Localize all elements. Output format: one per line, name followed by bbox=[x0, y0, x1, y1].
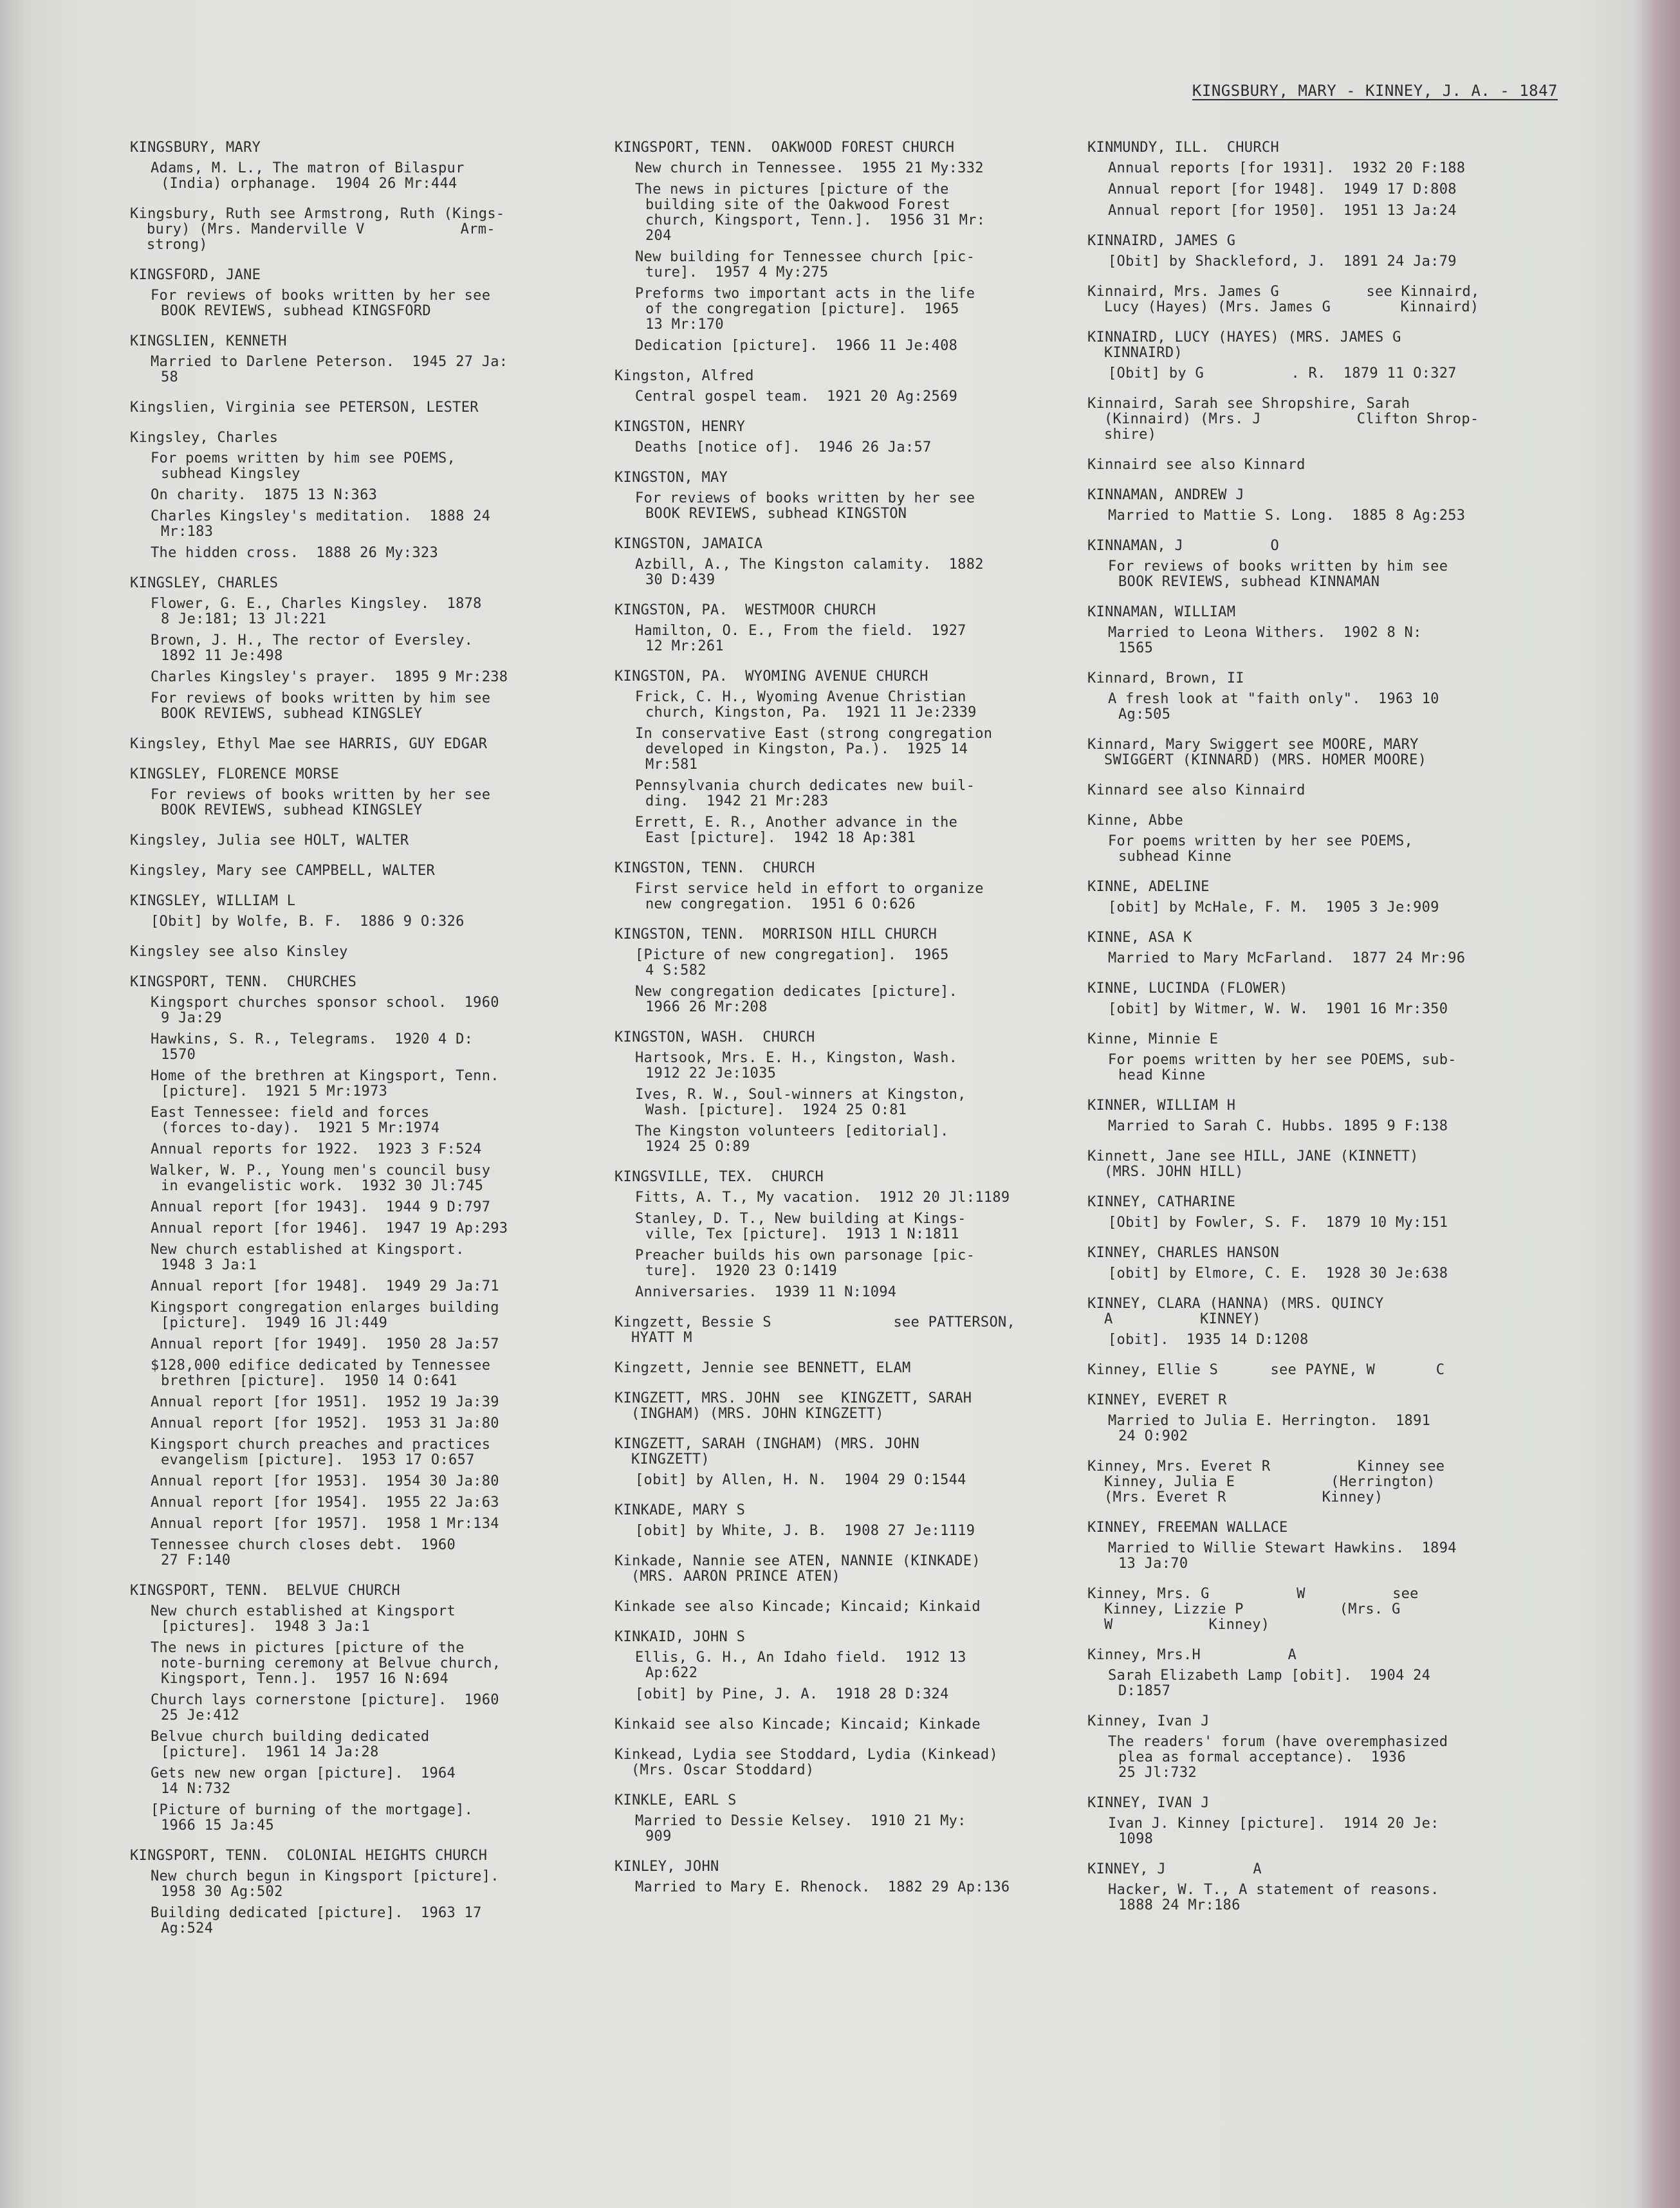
entry-citation: Preforms two important acts in the life of the congregation [picture]. 1965 13 Mr:170 bbox=[635, 286, 975, 333]
entry-citation: The Kingston volunteers [editorial]. 1924 25 O:89 bbox=[635, 1123, 949, 1155]
entry-citation: Fitts, A. T., My vacation. 1912 20 Jl:1189 bbox=[635, 1190, 1010, 1206]
index-entry bbox=[130, 207, 580, 253]
entry-citation: Tennessee church closes debt. 1960 27 F:140 bbox=[151, 1537, 456, 1569]
entry-heading: KINNAMAN, WILLIAM bbox=[1087, 604, 1236, 620]
entry-heading: KINGSFORD, JANE bbox=[130, 267, 261, 283]
index-entry bbox=[130, 430, 580, 561]
entry-citation: Home of the brethren at Kingsport, Tenn. [picture]. 1921 5 Mr:1973 bbox=[151, 1068, 499, 1099]
entry-citation: New church established at Kingsport [pictures]. 1948 3 Ja:1 bbox=[151, 1603, 456, 1635]
entry-heading: KINKADE, MARY S bbox=[614, 1502, 746, 1518]
index-entry bbox=[130, 576, 580, 722]
entry-citation: Married to Julia E. Herrington. 1891 24 O:902 bbox=[1108, 1413, 1431, 1444]
entry-heading: Kinne, Abbe bbox=[1087, 813, 1183, 829]
entry-citation: Annual report [for 1948]. 1949 17 D:808 bbox=[1108, 181, 1457, 198]
index-entry bbox=[1087, 981, 1538, 1017]
entry-heading: Kinney, Ivan J bbox=[1087, 1713, 1210, 1729]
entry-heading: KINGSTON, PA. WESTMOOR CHURCH bbox=[614, 602, 876, 618]
index-entry bbox=[1087, 1393, 1538, 1444]
entry-heading: KINGSLEY, FLORENCE MORSE bbox=[130, 766, 340, 782]
entry-citation: Ives, R. W., Soul-winners at Kingston, Wash. [picture]. 1924 25 O:81 bbox=[635, 1087, 966, 1118]
entry-heading: Kinnard, Mary Swiggert see MOORE, MARY SWIGGERT (KINNARD) (MRS. HOMER MOORE) bbox=[1087, 737, 1427, 768]
entry-citation: For reviews of books written by him see BOOK REVIEWS, subhead KINGSLEY bbox=[151, 690, 491, 722]
entry-citation: Anniversaries. 1939 11 N:1094 bbox=[635, 1284, 897, 1300]
entry-citation: Married to Mattie S. Long. 1885 8 Ag:253 bbox=[1108, 508, 1466, 524]
entry-citation: Kingsport congregation enlarges building [picture]. 1949 16 Jl:449 bbox=[151, 1300, 499, 1331]
entry-citation: [obit] by McHale, F. M. 1905 3 Je:909 bbox=[1108, 899, 1439, 915]
entry-heading: KINGSPORT, TENN. CHURCHES bbox=[130, 974, 357, 990]
entry-citation: Ivan J. Kinney [picture]. 1914 20 Je: 1098 bbox=[1108, 1816, 1439, 1847]
entry-heading: Kingston, Alfred bbox=[614, 368, 754, 384]
entry-citation: [Picture of new congregation]. 1965 4 S:582 bbox=[635, 947, 949, 979]
index-entry bbox=[130, 894, 580, 930]
entry-heading: Kinney, Mrs. G W see Kinney, Lizzie P (Mrs. G W Kinney) bbox=[1087, 1586, 1419, 1633]
entry-citation: East Tennessee: field and forces (forces to-day). 1921 5 Mr:1974 bbox=[151, 1105, 440, 1136]
entry-heading: KINKLE, EARL S bbox=[614, 1792, 737, 1808]
entry-heading: Kinkade see also Kincade; Kincaid; Kinkaid bbox=[614, 1599, 981, 1615]
entry-citation: First service held in effort to organize new congregation. 1951 6 O:626 bbox=[635, 881, 984, 912]
index-entry bbox=[130, 767, 580, 818]
entry-citation: [obit] by Witmer, W. W. 1901 16 Mr:350 bbox=[1108, 1001, 1448, 1017]
entry-citation: Annual report [for 1946]. 1947 19 Ap:293 bbox=[151, 1220, 508, 1237]
entry-citation: For reviews of books written by her see BOOK REVIEWS, subhead KINGSTON bbox=[635, 490, 975, 522]
entry-heading: Kingsley, Mary see CAMPBELL, WALTER bbox=[130, 863, 436, 879]
entry-citation: [obit] by Allen, H. N. 1904 29 O:1544 bbox=[635, 1472, 966, 1488]
index-entry bbox=[1087, 1032, 1538, 1083]
entry-citation: Walker, W. P., Young men's council busy in evangelistic work. 1932 30 Jl:745 bbox=[151, 1163, 491, 1194]
entry-heading: KINGSTON, MAY bbox=[614, 470, 728, 486]
index-entry bbox=[614, 419, 1065, 455]
entry-heading: KINNER, WILLIAM H bbox=[1087, 1098, 1236, 1114]
entry-heading: KINGSTON, HENRY bbox=[614, 419, 746, 435]
entry-citation: Kingsport church preaches and practices evangelism [picture]. 1953 17 O:657 bbox=[151, 1437, 491, 1468]
index-entry bbox=[614, 1793, 1065, 1845]
entry-citation: [obit] by Elmore, C. E. 1928 30 Je:638 bbox=[1108, 1265, 1448, 1282]
entry-heading: Kinnard, Brown, II bbox=[1087, 670, 1244, 686]
index-entry bbox=[1087, 671, 1538, 722]
entry-heading: Kingzett, Jennie see BENNETT, ELAM bbox=[614, 1360, 911, 1376]
entry-citation: For reviews of books written by her see BOOK REVIEWS, subhead KINGSLEY bbox=[151, 787, 491, 818]
index-entry bbox=[614, 537, 1065, 588]
index-entry bbox=[1087, 1459, 1538, 1505]
entry-citation: Married to Mary McFarland. 1877 24 Mr:96 bbox=[1108, 950, 1466, 966]
entry-citation: Annual report [for 1949]. 1950 28 Ja:57 bbox=[151, 1336, 499, 1352]
index-entry bbox=[614, 1859, 1065, 1895]
entry-citation: Charles Kingsley's meditation. 1888 24 Mr:183 bbox=[151, 508, 491, 540]
entry-citation: New church established at Kingsport. 1948 3 Ja:1 bbox=[151, 1242, 465, 1273]
entry-heading: Kingsley, Charles bbox=[130, 430, 279, 446]
entry-citation: Belvue church building dedicated [picture]. 1961 14 Ja:28 bbox=[151, 1729, 430, 1760]
entry-citation: New church in Tennessee. 1955 21 My:332 bbox=[635, 160, 984, 176]
index-entry bbox=[614, 1170, 1065, 1300]
entry-heading: KINNEY, CATHARINE bbox=[1087, 1194, 1236, 1210]
entry-citation: Adams, M. L., The matron of Bilaspur (India) orphanage. 1904 26 Mr:444 bbox=[151, 160, 465, 192]
entry-citation: A fresh look at "faith only". 1963 10 Ag:505 bbox=[1108, 691, 1439, 722]
entry-citation: Hartsook, Mrs. E. H., Kingston, Wash. 1912 22 Je:1035 bbox=[635, 1050, 958, 1081]
index-entry bbox=[614, 927, 1065, 1015]
index-entry bbox=[614, 1503, 1065, 1539]
entry-citation: Kingsport churches sponsor school. 1960 9 Ja:29 bbox=[151, 995, 499, 1026]
entry-citation: Annual report [for 1957]. 1958 1 Mr:134 bbox=[151, 1516, 499, 1532]
entry-citation: Deaths [notice of]. 1946 26 Ja:57 bbox=[635, 439, 932, 455]
entry-citation: For poems written by her see POEMS, subhead Kinne bbox=[1108, 833, 1414, 865]
index-entry bbox=[614, 1747, 1065, 1778]
entry-heading: Kinkade, Nannie see ATEN, NANNIE (KINKADE) (MRS. AARON PRINCE ATEN) bbox=[614, 1553, 981, 1585]
entry-heading: KINGSTON, TENN. MORRISON HILL CHURCH bbox=[614, 926, 937, 943]
entry-citation: The hidden cross. 1888 26 My:323 bbox=[151, 545, 438, 561]
index-entry bbox=[1087, 605, 1538, 656]
entry-heading: KINKAID, JOHN S bbox=[614, 1629, 746, 1645]
index-entry bbox=[614, 1554, 1065, 1585]
index-entry bbox=[614, 1315, 1065, 1346]
entry-citation: Annual report [for 1954]. 1955 22 Ja:63 bbox=[151, 1495, 499, 1511]
entry-citation: New church begun in Kingsport [picture]. 1958 30 Ag:502 bbox=[151, 1868, 499, 1900]
index-entry bbox=[1087, 457, 1538, 473]
entry-heading: KINNEY, EVERET R bbox=[1087, 1392, 1227, 1408]
entry-citation: Annual report [for 1951]. 1952 19 Ja:39 bbox=[151, 1394, 499, 1410]
entry-citation: Ellis, G. H., An Idaho field. 1912 13 Ap:622 bbox=[635, 1650, 966, 1681]
entry-heading: KINMUNDY, ILL. CHURCH bbox=[1087, 140, 1279, 156]
entry-heading: KINNAMAN, J O bbox=[1087, 538, 1279, 554]
entry-citation: New congregation dedicates [picture]. 1966 26 Mr:208 bbox=[635, 984, 958, 1015]
index-entry bbox=[130, 737, 580, 752]
entry-heading: KINGSPORT, TENN. COLONIAL HEIGHTS CHURCH bbox=[130, 1848, 488, 1864]
entry-citation: Preacher builds his own parsonage [pic- ture]. 1920 23 O:1419 bbox=[635, 1247, 975, 1279]
entry-heading: KINGSPORT, TENN. BELVUE CHURCH bbox=[130, 1583, 400, 1599]
entry-citation: Annual report [for 1952]. 1953 31 Ja:80 bbox=[151, 1415, 499, 1431]
entry-citation: Brown, J. H., The rector of Eversley. 1892 11 Je:498 bbox=[151, 632, 474, 664]
index-entry bbox=[1087, 396, 1538, 443]
index-column-1 bbox=[130, 140, 580, 1951]
entry-heading: Kinney, Mrs.H A bbox=[1087, 1647, 1297, 1663]
index-entry bbox=[1087, 737, 1538, 768]
entry-heading: Kinnett, Jane see HILL, JANE (KINNETT) (MRS. JOHN HILL) bbox=[1087, 1148, 1419, 1180]
entry-heading: Kingsbury, Ruth see Armstrong, Ruth (Kings- bury) (Mrs. Manderville V Arm- strong) bbox=[130, 206, 505, 253]
entry-citation: Stanley, D. T., New building at Kings- ville, Tex [picture]. 1913 1 N:1811 bbox=[635, 1211, 966, 1242]
index-column-2 bbox=[614, 140, 1065, 1910]
entry-citation: [obit] by White, J. B. 1908 27 Je:1119 bbox=[635, 1523, 975, 1539]
entry-heading: KINGSVILLE, TEX. CHURCH bbox=[614, 1169, 824, 1185]
entry-heading: KINNAMAN, ANDREW J bbox=[1087, 487, 1244, 503]
entry-citation: Annual report [for 1953]. 1954 30 Ja:80 bbox=[151, 1473, 499, 1489]
index-column-3 bbox=[1087, 140, 1538, 1928]
entry-heading: Kinkead, Lydia see Stoddard, Lydia (Kinkead) (Mrs. Oscar Stoddard) bbox=[614, 1747, 998, 1778]
entry-heading: KINGSTON, JAMAICA bbox=[614, 536, 763, 552]
entry-citation: For reviews of books written by her see BOOK REVIEWS, subhead KINGSFORD bbox=[151, 288, 491, 319]
entry-heading: Kingsley, Ethyl Mae see HARRIS, GUY EDGAR bbox=[130, 736, 488, 752]
index-entry bbox=[1087, 234, 1538, 270]
index-entry bbox=[1087, 813, 1538, 865]
index-entry bbox=[614, 470, 1065, 522]
entry-citation: In conservative East (strong congregation developed in Kingston, Pa.). 1925 14 Mr:581 bbox=[635, 726, 993, 773]
entry-heading: KINGZETT, SARAH (INGHAM) (MRS. JOHN KINGZETT) bbox=[614, 1436, 920, 1467]
index-entry bbox=[130, 1583, 580, 1834]
entry-citation: Pennsylvania church dedicates new buil- ding. 1942 21 Mr:283 bbox=[635, 778, 975, 809]
entry-heading: KINGSBURY, MARY bbox=[130, 140, 261, 156]
index-entry bbox=[1087, 140, 1538, 219]
entry-citation: Annual report [for 1948]. 1949 29 Ja:71 bbox=[151, 1278, 499, 1294]
entry-heading: KINNEY, CHARLES HANSON bbox=[1087, 1245, 1279, 1261]
entry-heading: KINGSLEY, WILLIAM L bbox=[130, 893, 296, 909]
entry-citation: Married to Dessie Kelsey. 1910 21 My: 909 bbox=[635, 1813, 966, 1845]
index-entry bbox=[1087, 284, 1538, 315]
entry-citation: The news in pictures [picture of the building site of the Oakwood Forest church, Kingsport, Tenn.]. 1956 31 Mr: 204 bbox=[635, 181, 986, 244]
index-entry bbox=[1087, 1648, 1538, 1699]
entry-citation: Azbill, A., The Kingston calamity. 1882 30 D:439 bbox=[635, 557, 984, 588]
entry-citation: New building for Tennessee church [pic- ture]. 1957 4 My:275 bbox=[635, 249, 975, 281]
index-entry bbox=[614, 669, 1065, 846]
index-entry bbox=[614, 369, 1065, 405]
entry-citation: Hacker, W. T., A statement of reasons. 1888 24 Mr:186 bbox=[1108, 1882, 1439, 1913]
entry-heading: KINNEY, IVAN J bbox=[1087, 1795, 1210, 1811]
entry-heading: KINGSLEY, CHARLES bbox=[130, 575, 279, 591]
index-entry bbox=[614, 1717, 1065, 1733]
entry-citation: Annual reports for 1922. 1923 3 F:524 bbox=[151, 1141, 482, 1157]
entry-heading: KINGSTON, PA. WYOMING AVENUE CHURCH bbox=[614, 668, 928, 685]
index-entry bbox=[1087, 1363, 1538, 1378]
index-entry bbox=[1087, 1296, 1538, 1348]
entry-citation: [Obit] by Wolfe, B. F. 1886 9 O:326 bbox=[151, 914, 465, 930]
entry-citation: $128,000 edifice dedicated by Tennessee brethren [picture]. 1950 14 O:641 bbox=[151, 1357, 491, 1389]
entry-heading: Kinne, Minnie E bbox=[1087, 1031, 1219, 1047]
entry-heading: KINNE, ASA K bbox=[1087, 930, 1192, 946]
entry-citation: Married to Leona Withers. 1902 8 N: 1565 bbox=[1108, 625, 1422, 656]
entry-heading: KINNE, LUCINDA (FLOWER) bbox=[1087, 980, 1288, 997]
entry-heading: KINNEY, J A bbox=[1087, 1861, 1262, 1877]
entry-citation: Married to Mary E. Rhenock. 1882 29 Ap:136 bbox=[635, 1879, 1010, 1895]
entry-heading: Kingsley see also Kinsley bbox=[130, 944, 348, 960]
entry-citation: Building dedicated [picture]. 1963 17 Ag:524 bbox=[151, 1905, 482, 1937]
index-entry bbox=[1087, 1149, 1538, 1180]
index-entry bbox=[1087, 1796, 1538, 1847]
index-entry bbox=[130, 1848, 580, 1937]
entry-citation: [Obit] by G . R. 1879 11 O:327 bbox=[1108, 365, 1457, 382]
entry-heading: KINNEY, FREEMAN WALLACE bbox=[1087, 1520, 1288, 1536]
entry-citation: [Obit] by Fowler, S. F. 1879 10 My:151 bbox=[1108, 1215, 1448, 1231]
index-entry bbox=[614, 1391, 1065, 1422]
index-entry bbox=[1087, 1587, 1538, 1633]
index-entry bbox=[1087, 1098, 1538, 1134]
entry-citation: Errett, E. R., Another advance in the East [picture]. 1942 18 Ap:381 bbox=[635, 814, 958, 846]
index-entry bbox=[1087, 330, 1538, 382]
index-entry bbox=[614, 1630, 1065, 1702]
entry-citation: Gets new new organ [picture]. 1964 14 N:732 bbox=[151, 1765, 456, 1797]
index-entry bbox=[130, 833, 580, 849]
entry-citation: The news in pictures [picture of the note-burning ceremony at Belvue church, Kingsport, Tenn.]. 1957 16 N:694 bbox=[151, 1640, 501, 1687]
entry-citation: Dedication [picture]. 1966 11 Je:408 bbox=[635, 338, 958, 354]
index-entry bbox=[614, 1437, 1065, 1488]
index-entry bbox=[130, 268, 580, 319]
entry-heading: Kinnaird, Sarah see Shropshire, Sarah (Kinnaird) (Mrs. J Clifton Shrop- shire) bbox=[1087, 396, 1479, 443]
index-entry bbox=[614, 1361, 1065, 1376]
index-entry bbox=[1087, 1246, 1538, 1282]
index-entry bbox=[130, 863, 580, 879]
entry-heading: KINGZETT, MRS. JOHN see KINGZETT, SARAH (INGHAM) (MRS. JOHN KINGZETT) bbox=[614, 1390, 972, 1422]
index-entry bbox=[1087, 1520, 1538, 1572]
index-entry bbox=[1087, 783, 1538, 798]
index-entry bbox=[130, 400, 580, 416]
index-entry bbox=[1087, 1195, 1538, 1231]
index-entry bbox=[1087, 879, 1538, 915]
index-entry bbox=[130, 140, 580, 192]
index-entry bbox=[614, 603, 1065, 654]
entry-heading: KINNAIRD, LUCY (HAYES) (MRS. JAMES G KINNAIRD) bbox=[1087, 329, 1401, 361]
entry-heading: Kingzett, Bessie S see PATTERSON, HYATT M bbox=[614, 1314, 1016, 1346]
index-entry bbox=[130, 944, 580, 960]
entry-citation: Hamilton, O. E., From the field. 1927 12 Mr:261 bbox=[635, 623, 966, 654]
entry-heading: Kinnaird, Mrs. James G see Kinnaird, Lucy (Hayes) (Mrs. James G Kinnaird) bbox=[1087, 284, 1480, 315]
entry-heading: Kinney, Ellie S see PAYNE, W C bbox=[1087, 1362, 1445, 1378]
entry-citation: For reviews of books written by him see BOOK REVIEWS, subhead KINNAMAN bbox=[1108, 558, 1448, 590]
entry-citation: Frick, C. H., Wyoming Avenue Christian church, Kingston, Pa. 1921 11 Je:2339 bbox=[635, 689, 977, 721]
entry-heading: KINNE, ADELINE bbox=[1087, 879, 1210, 895]
entry-citation: Charles Kingsley's prayer. 1895 9 Mr:238 bbox=[151, 669, 508, 685]
entry-citation: Flower, G. E., Charles Kingsley. 1878 8 Je:181; 13 Jl:221 bbox=[151, 596, 482, 627]
entry-citation: Married to Sarah C. Hubbs. 1895 9 F:138 bbox=[1108, 1118, 1448, 1134]
entry-citation: [Obit] by Shackleford, J. 1891 24 Ja:79 bbox=[1108, 253, 1457, 270]
entry-heading: Kingsley, Julia see HOLT, WALTER bbox=[130, 833, 409, 849]
entry-heading: KINGSPORT, TENN. OAKWOOD FOREST CHURCH bbox=[614, 140, 955, 156]
entry-citation: Central gospel team. 1921 20 Ag:2569 bbox=[635, 389, 958, 405]
entry-citation: Married to Willie Stewart Hawkins. 1894 13 Ja:70 bbox=[1108, 1540, 1457, 1572]
index-entry bbox=[614, 1599, 1065, 1615]
index-entry bbox=[614, 140, 1065, 354]
entry-heading: KINNEY, CLARA (HANNA) (MRS. QUINCY A KINNEY) bbox=[1087, 1296, 1384, 1327]
entry-citation: [Picture of burning of the mortgage]. 1966 15 Ja:45 bbox=[151, 1802, 474, 1834]
entry-heading: Kinkaid see also Kincade; Kincaid; Kinkade bbox=[614, 1716, 981, 1733]
entry-heading: KINGSLIEN, KENNETH bbox=[130, 333, 287, 349]
index-entry bbox=[1087, 1714, 1538, 1781]
entry-citation: Married to Darlene Peterson. 1945 27 Ja: 58 bbox=[151, 354, 508, 385]
index-entry bbox=[1087, 930, 1538, 966]
entry-citation: For poems written by him see POEMS, subhead Kingsley bbox=[151, 450, 456, 482]
entry-citation: Annual report [for 1950]. 1951 13 Ja:24 bbox=[1108, 203, 1457, 219]
index-entry bbox=[614, 1030, 1065, 1155]
entry-heading: Kinnaird see also Kinnard bbox=[1087, 457, 1306, 473]
entry-citation: The readers' forum (have overemphasized plea as formal acceptance). 1936 25 Jl:732 bbox=[1108, 1734, 1448, 1781]
index-entry bbox=[130, 334, 580, 385]
entry-citation: Sarah Elizabeth Lamp [obit]. 1904 24 D:1857 bbox=[1108, 1668, 1431, 1699]
running-header: KINGSBURY, MARY - KINNEY, J. A. - 1847 bbox=[1192, 82, 1558, 100]
index-entry bbox=[614, 861, 1065, 912]
index-entry bbox=[1087, 1862, 1538, 1913]
entry-heading: KINLEY, JOHN bbox=[614, 1859, 719, 1875]
index-entry bbox=[1087, 488, 1538, 524]
entry-citation: On charity. 1875 13 N:363 bbox=[151, 487, 378, 503]
entry-heading: Kingslien, Virginia see PETERSON, LESTER bbox=[130, 400, 479, 416]
index-entry bbox=[1087, 538, 1538, 590]
entry-citation: Church lays cornerstone [picture]. 1960 25 Je:412 bbox=[151, 1692, 499, 1724]
entry-citation: [obit] by Pine, J. A. 1918 28 D:324 bbox=[635, 1686, 949, 1702]
entry-citation: Annual reports [for 1931]. 1932 20 F:188 bbox=[1108, 160, 1466, 176]
entry-citation: Hawkins, S. R., Telegrams. 1920 4 D: 1570 bbox=[151, 1031, 474, 1063]
entry-heading: KINNAIRD, JAMES G bbox=[1087, 233, 1236, 249]
entry-citation: Annual report [for 1943]. 1944 9 D:797 bbox=[151, 1199, 491, 1215]
entry-citation: [obit]. 1935 14 D:1208 bbox=[1108, 1332, 1309, 1348]
entry-heading: Kinnard see also Kinnaird bbox=[1087, 782, 1306, 798]
entry-heading: KINGSTON, TENN. CHURCH bbox=[614, 860, 815, 876]
entry-heading: KINGSTON, WASH. CHURCH bbox=[614, 1029, 815, 1045]
index-entry bbox=[130, 975, 580, 1569]
entry-citation: For poems written by her see POEMS, sub- head Kinne bbox=[1108, 1052, 1457, 1083]
entry-heading: Kinney, Mrs. Everet R Kinney see Kinney, Julia E (Herrington) (Mrs. Everet R Kinney) bbox=[1087, 1458, 1445, 1505]
